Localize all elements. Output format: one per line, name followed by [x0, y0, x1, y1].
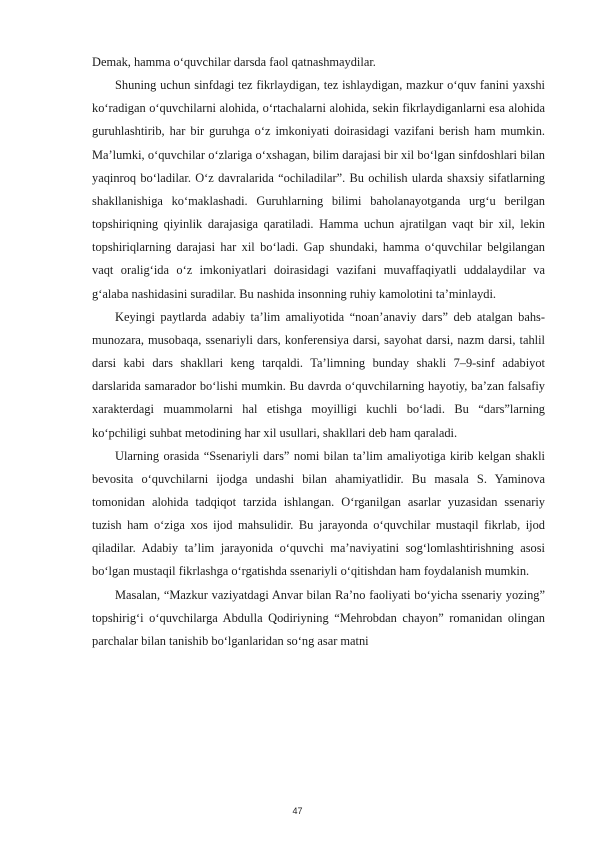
page-number: 47	[292, 806, 303, 816]
paragraph-grouping: Shuning uchun sinfdagi tez fikrlaydigan, tez ishlaydigan, mazkur o‘quv fanini yaxshi ko‘radigan o‘quvchilarni alohida, o‘rtachalarni alohida, sekin fikrlaydiganlarni esa alohida guruhlashtirib, har bir guruhga o‘z imkoniyati doirasidagi vazifani berish ham mumkin. Ma’lumki, o‘quvchilar o‘zlariga o‘xshagan, bilim darajasi bir xil bo‘lgan sinfdoshlari bilan yaqinroq bo‘ladilar. O‘z davralarida “ochiladilar”. Bu ochilish ularda shaxsiy sifatlarning shakllanishiga ko‘maklashadi. Guruhlarning bilimi baholanayotganda urg‘u berilgan topshiriqning qiyinlik darajasiga qaratiladi. Hamma uchun ajratilgan vaqt bir xil, lekin topshiriqlarning darajasi har xil bo‘ladi. Gap shundaki, hamma o‘quvchilar belgilangan vaqt oralig‘ida o‘z imkoniyatlari doirasidagi vazifani muvaffaqiyatli uddalaydilar va g‘alaba nashidasini suradilar. Bu nashida insonning ruhiy kamolotini ta’minlaydi.	[92, 78, 545, 301]
paragraph-continuation: Demak, hamma o‘quvchilar darsda faol qatnashmaydilar.	[92, 55, 376, 69]
page-body	[92, 51, 545, 653]
paragraph-example-task: Masalan, “Mazkur vaziyatdagi Anvar bilan Ra’no faoliyati bo‘yicha ssenariy yozing” topshirig‘i o‘quvchilarga Abdulla Qodiriyning “Mehrobdan chayon” romanidan olingan parchalar bilan tanishib bo‘lganlaridan so‘ng asar matni	[92, 587, 545, 648]
paragraph-nontraditional-lessons: Keyingi paytlarda adabiy ta’lim amaliyotida “noan’anaviy dars” deb atalgan bahs-munozara, musobaqa, ssenariyli dars, konferensiya darsi, sayohat darsi, nazm darsi, tahlil darsi kabi dars shakllari keng tarqaldi. Ta’limning bunday shakli 7–9-sinf adabiyot darslarida samarador bo‘lishi mumkin. Bu davrda o‘quvchilarning hayotiy, ba’zan falsafiy xarakterdagi muammolarni hal etishga moyilligi kuchli bo‘ladi. Bu “dars”larning ko‘pchiligi suhbat metodining har xil usullari, shakllari deb ham qaraladi.	[92, 309, 545, 440]
paragraph-scenario-lesson: Ularning orasida “Ssenariyli dars” nomi bilan ta’lim amaliyotiga kirib kelgan shakli bevosita o‘quvchilarni ijodga undashi bilan ahamiyatlidir. Bu masala S. Yaminova tomonidan alohida tadqiqot tarzida ishlangan. O‘rganilgan asarlar yuzasidan ssenariy tuzish ham o‘ziga xos ijod mahsulidir. Bu jarayonda o‘quvchilar mustaqil fikrlab, ijod qiladilar. Adabiy ta’lim jarayonida o‘quvchi ma’naviyatini sog‘lomlashtirishning asosi bo‘lgan mustaqil fikrlashga o‘rgatishda ssenariyli o‘qitishdan ham foydalanish mumkin.	[92, 448, 545, 579]
